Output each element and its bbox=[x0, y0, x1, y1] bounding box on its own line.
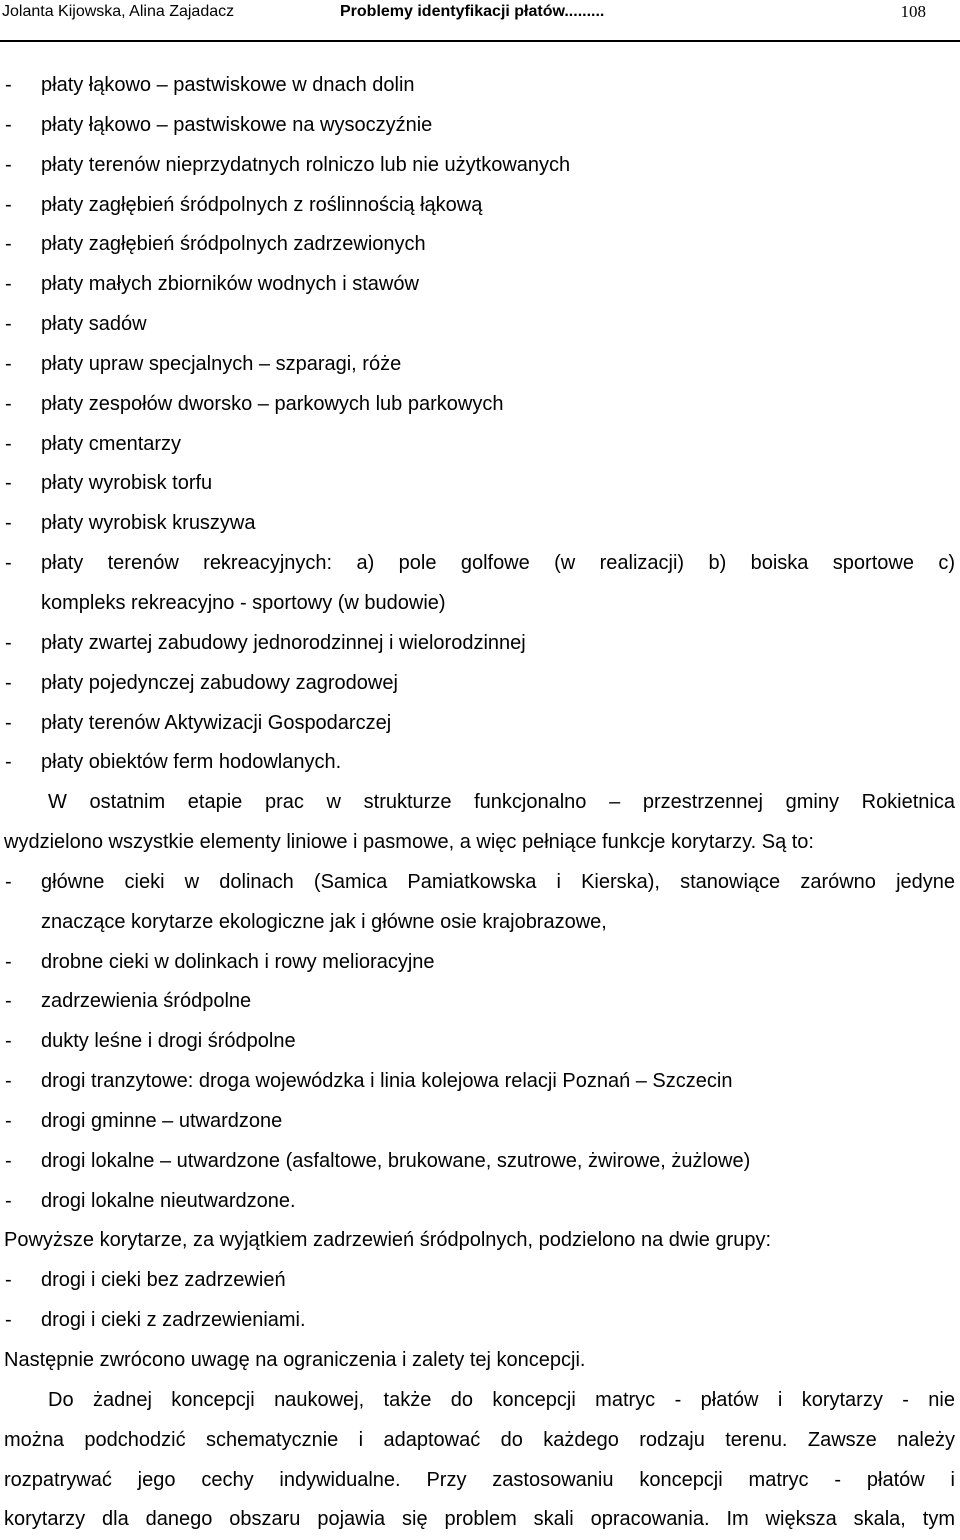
list-item: - płaty pojedynczej zabudowy zagrodowej bbox=[5, 671, 398, 694]
list-item: - płaty upraw specjalnych – szparagi, róże bbox=[5, 352, 402, 375]
list-item: - płaty łąkowo – pastwiskowe na wysoczyźnie bbox=[5, 113, 433, 136]
list-item-continuation: kompleks rekreacyjno - sportowy (w budowie) bbox=[41, 591, 446, 614]
paragraph-line: Powyższe korytarze, za wyjątkiem zadrzewień śródpolnych, podzielono na dwie grupy: bbox=[4, 1229, 772, 1252]
list-item: - drogi i cieki bez zadrzewień bbox=[5, 1269, 286, 1292]
list-item: - płaty zwartej zabudowy jednorodzinnej i wielorodzinnej bbox=[5, 631, 526, 654]
list-item: - płaty wyrobisk kruszywa bbox=[5, 512, 256, 535]
paragraph-line: Następnie zwrócono uwagę na ograniczenia i zalety tej koncepcji. bbox=[4, 1349, 586, 1371]
list-item: - płaty zespołów dworsko – parkowych lub parkowych bbox=[5, 392, 504, 415]
list-item: - drogi lokalne nieutwardzone. bbox=[5, 1189, 296, 1212]
list-item: - płaty terenów nieprzydatnych rolniczo lub nie użytkowanych bbox=[5, 153, 571, 176]
paragraph-line: wydzielono wszystkie elementy liniowe i pasmowe, a więc pełniące funkcje korytarzy. Są to: bbox=[4, 831, 814, 854]
list-item: - płaty terenów Aktywizacji Gospodarczej bbox=[5, 711, 392, 734]
paragraph-line: W ostatnim etapie prac w strukturze funkcjonalno – przestrzennej gminy Rokietnica bbox=[48, 791, 955, 814]
paragraph-line: można podchodzić schematycznie i adaptować do każdego rodzaju terenu. Zawsze należy bbox=[4, 1428, 955, 1451]
list-item-recreation: - płaty terenów rekreacyjnych: a) pole golfowe (w realizacji) b) boiska sportowe c) bbox=[5, 552, 955, 575]
header-authors: Jolanta Kijowska, Alina Zajadacz bbox=[2, 3, 235, 20]
list-item-rivers: - główne cieki w dolinach (Samica Pamiatkowska i Kierska), stanowiące zarówno jedyne bbox=[5, 870, 955, 893]
header-title: Problemy identyfikacji płatów......... bbox=[340, 3, 605, 20]
paragraph-line: rozpatrywać jego cechy indywidualne. Przy zastosowaniu koncepcji matryc - płatów i bbox=[4, 1468, 955, 1491]
list-item: - drogi lokalne – utwardzone (asfaltowe, brukowane, szutrowe, żwirowe, żużlowe) bbox=[5, 1149, 751, 1172]
list-item: - drogi gminne – utwardzone bbox=[5, 1109, 283, 1132]
list-item: - płaty wyrobisk torfu bbox=[5, 472, 213, 495]
list-item: - płaty cmentarzy bbox=[5, 432, 182, 455]
list-item: - płaty zagłębień śródpolnych z roślinnością łąkową bbox=[5, 193, 483, 216]
page-number: 108 bbox=[900, 2, 926, 21]
list-item: - płaty sadów bbox=[5, 313, 147, 336]
list-item-continuation: znaczące korytarze ekologiczne jak i główne osie krajobrazowe, bbox=[41, 910, 607, 933]
list-item: - płaty małych zbiorników wodnych i stawów bbox=[5, 273, 419, 296]
list-item: - drobne cieki w dolinkach i rowy melioracyjne bbox=[5, 950, 435, 973]
paragraph-line: korytarzy dla danego obszaru pojawia się problem skali opracowania. Im większa skala, tym bbox=[4, 1508, 955, 1531]
list-item: - dukty leśne i drogi śródpolne bbox=[5, 1030, 296, 1053]
list-item: - zadrzewienia śródpolne bbox=[5, 990, 252, 1013]
page-header bbox=[0, 0, 960, 40]
list-item: - płaty łąkowo – pastwiskowe w dnach dolin bbox=[5, 74, 415, 96]
paragraph-line: Do żadnej koncepcji naukowej, także do koncepcji matryc - płatów i korytarzy - nie bbox=[48, 1388, 955, 1411]
list-item: - płaty obiektów ferm hodowlanych. bbox=[5, 751, 342, 774]
list-item: - drogi i cieki z zadrzewieniami. bbox=[5, 1309, 306, 1332]
header-divider bbox=[0, 40, 960, 42]
document-body bbox=[0, 66, 960, 1540]
list-item: - drogi tranzytowe: droga wojewódzka i linia kolejowa relacji Poznań – Szczecin bbox=[5, 1070, 733, 1093]
list-item: - płaty zagłębień śródpolnych zadrzewionych bbox=[5, 233, 426, 256]
